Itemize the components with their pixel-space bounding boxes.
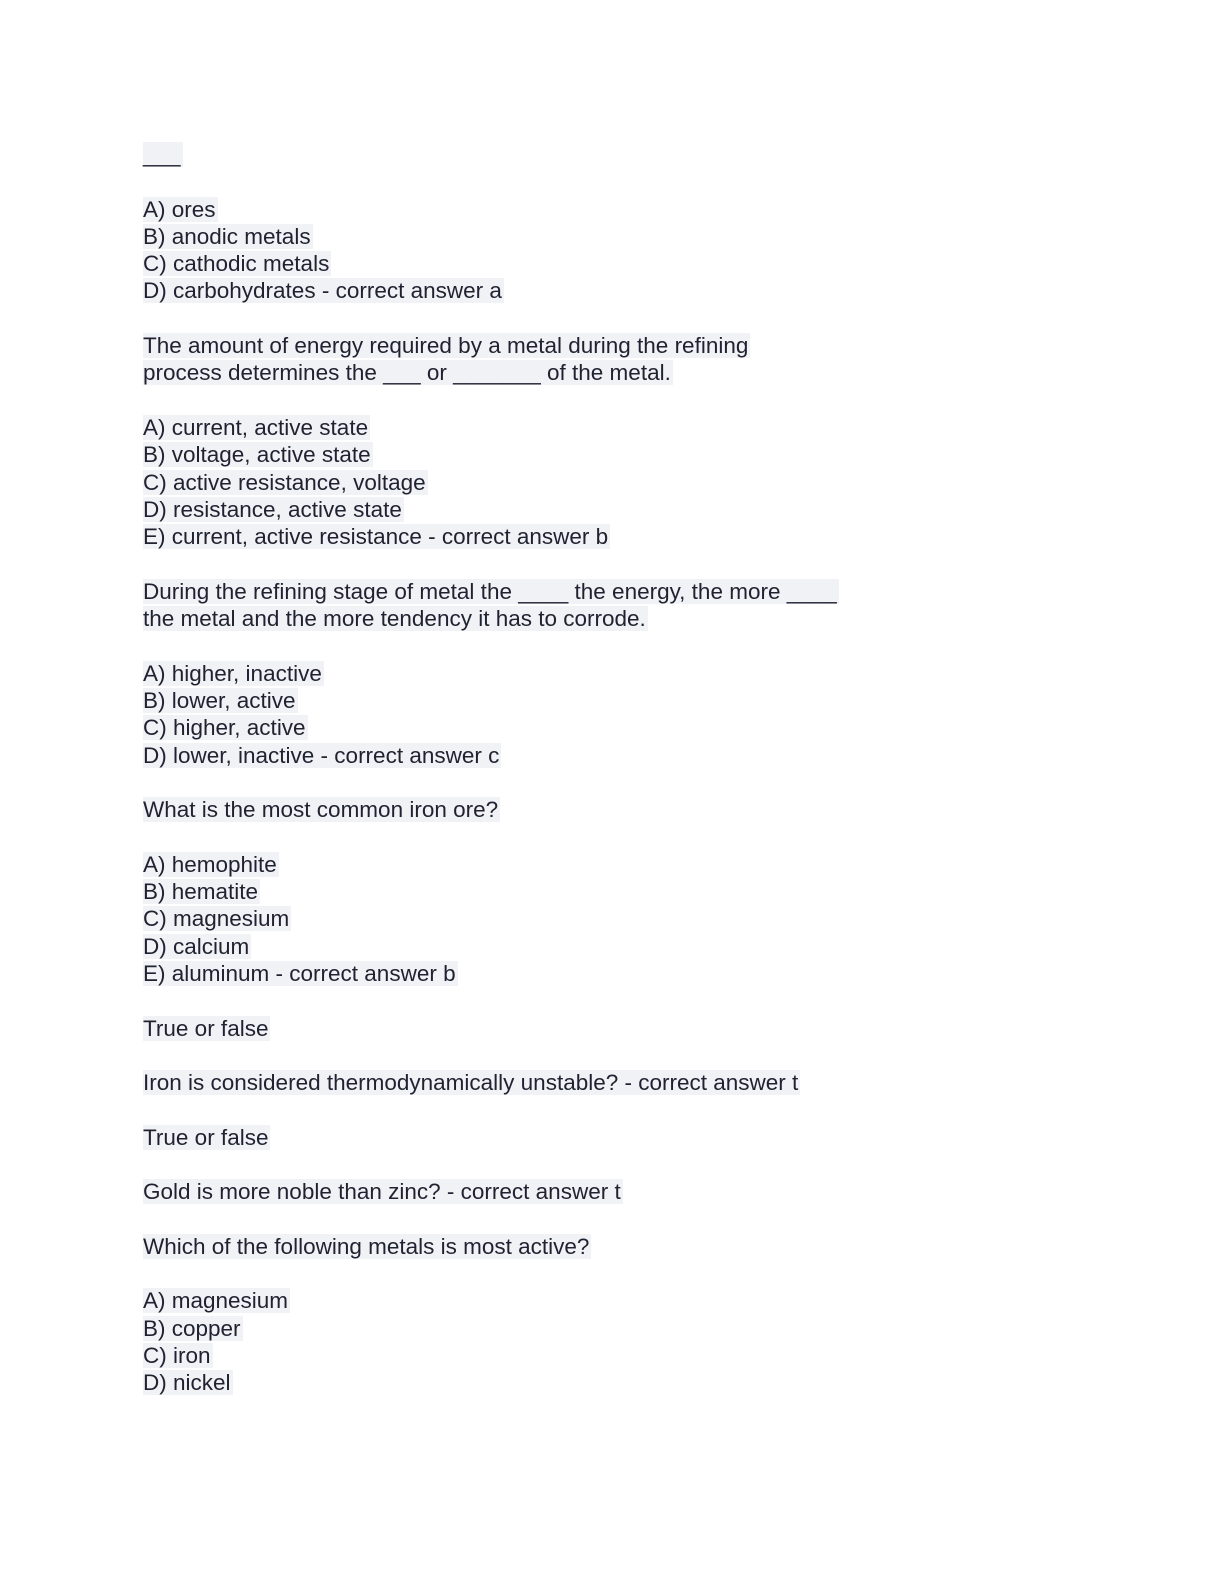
blank-line-text: ___ [143, 142, 181, 167]
text-line [143, 332, 1083, 359]
spacer [143, 1042, 1083, 1069]
spacer [143, 305, 1083, 332]
answer-option: B) voltage, active state [143, 442, 371, 468]
question-text: The amount of energy required by a metal during the refining [143, 333, 749, 359]
answer-option: D) lower, inactive - correct answer c [143, 742, 500, 768]
answer-option: C) magnesium [143, 906, 290, 932]
answer-option: D) nickel [143, 1370, 231, 1396]
text-line [143, 1287, 1083, 1314]
text-line [143, 960, 1083, 987]
answer-option: A) current, active state [143, 414, 369, 440]
answer-option: E) aluminum - correct answer b [143, 960, 456, 986]
text-line [143, 687, 1083, 714]
answer-option: A) higher, inactive [143, 660, 322, 686]
text-line [143, 878, 1083, 905]
spacer [143, 1260, 1083, 1287]
answer-option: C) cathodic metals [143, 251, 330, 277]
answer-option: B) anodic metals [143, 223, 311, 249]
question-text: the metal and the more tendency it has to corrode. [143, 606, 646, 632]
text-line [143, 141, 1083, 168]
answer-option: A) hemophite [143, 851, 277, 877]
question-text: During the refining stage of metal the ____ the energy, the more ____ [143, 578, 837, 604]
text-line [143, 250, 1083, 277]
text-line [143, 660, 1083, 687]
answer-option: A) magnesium [143, 1288, 289, 1314]
question-text: True or false [143, 1124, 269, 1150]
text-line [143, 223, 1083, 250]
question-text: Iron is considered thermodynamically unstable? - correct answer t [143, 1070, 799, 1096]
text-line [143, 414, 1083, 441]
answer-option: B) hematite [143, 879, 259, 905]
spacer [143, 1151, 1083, 1178]
question-text: process determines the ___ or _______ of the metal. [143, 360, 671, 386]
text-line [143, 905, 1083, 932]
text-line [143, 441, 1083, 468]
answer-option: B) lower, active [143, 687, 296, 713]
spacer [143, 168, 1083, 195]
answer-option: D) carbohydrates - correct answer a [143, 278, 502, 304]
text-line [143, 851, 1083, 878]
answer-option: C) higher, active [143, 715, 306, 741]
question-text: True or false [143, 1015, 269, 1041]
answer-option: C) active resistance, voltage [143, 469, 426, 495]
text-line [143, 1233, 1083, 1260]
answer-option: A) ores [143, 196, 216, 222]
text-line [143, 1369, 1083, 1396]
answer-option: E) current, active resistance - correct answer b [143, 524, 609, 550]
text-line [143, 933, 1083, 960]
spacer [143, 387, 1083, 414]
text-line [143, 1178, 1083, 1205]
text-line [143, 196, 1083, 223]
answer-option: B) copper [143, 1315, 241, 1341]
text-line [143, 359, 1083, 386]
text-line [143, 578, 1083, 605]
text-line [143, 714, 1083, 741]
text-line [143, 1069, 1083, 1096]
text-line [143, 605, 1083, 632]
text-line [143, 796, 1083, 823]
spacer [143, 987, 1083, 1014]
text-line [143, 277, 1083, 304]
question-text: What is the most common iron ore? [143, 797, 499, 823]
spacer [143, 550, 1083, 577]
question-text: Which of the following metals is most active? [143, 1233, 590, 1259]
spacer [143, 1096, 1083, 1123]
spacer [143, 823, 1083, 850]
spacer [143, 769, 1083, 796]
text-line [143, 469, 1083, 496]
text-line [143, 1015, 1083, 1042]
text-line [143, 523, 1083, 550]
answer-option: D) calcium [143, 933, 250, 959]
text-line [143, 1342, 1083, 1369]
spacer [143, 632, 1083, 659]
answer-option: D) resistance, active state [143, 496, 402, 522]
text-line [143, 742, 1083, 769]
text-line [143, 1315, 1083, 1342]
document-page [143, 141, 1083, 1397]
answer-option: C) iron [143, 1343, 211, 1369]
text-line [143, 496, 1083, 523]
spacer [143, 1206, 1083, 1233]
question-text: Gold is more noble than zinc? - correct answer t [143, 1179, 621, 1205]
text-line [143, 1124, 1083, 1151]
